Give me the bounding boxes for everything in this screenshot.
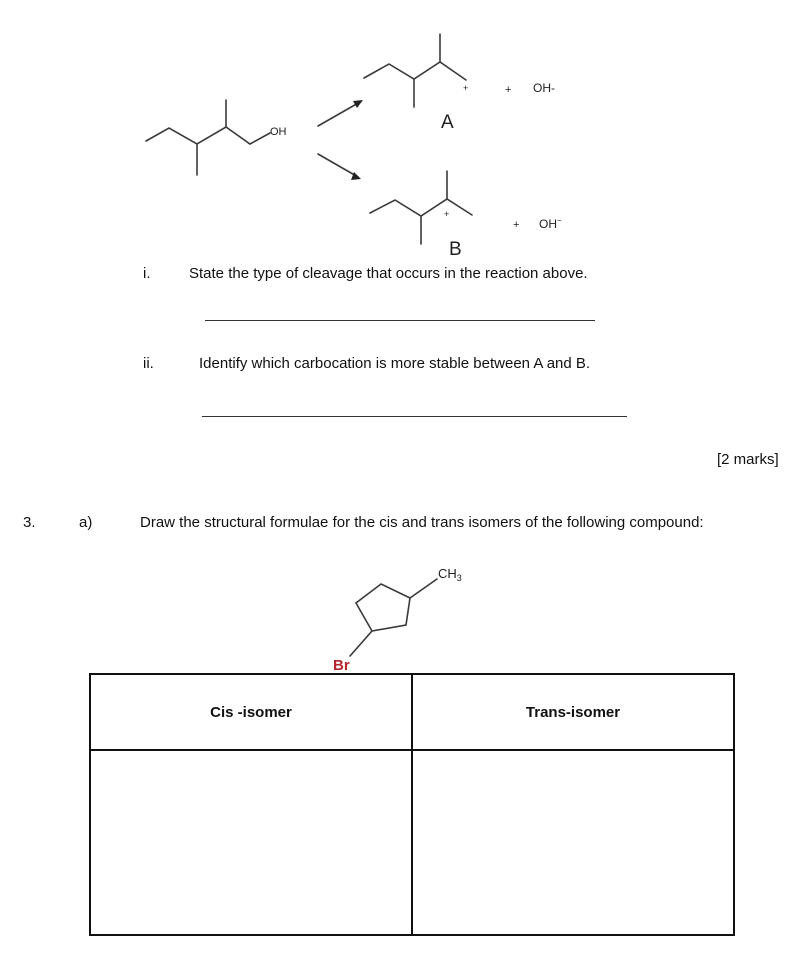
arrow-to-b — [318, 154, 358, 177]
ch3-bond — [410, 579, 437, 598]
answer-line-i[interactable] — [205, 320, 595, 321]
arrow-to-a — [318, 102, 360, 126]
trans-isomer-header: Trans-isomer — [412, 674, 734, 750]
alcohol-skeleton — [146, 127, 270, 144]
question-3-text: Draw the structural formulae for the cis and trans isomers of the following compound: — [140, 514, 704, 531]
br-bond — [350, 631, 372, 656]
label-a: A — [441, 112, 454, 133]
marks-label: [2 marks] — [717, 451, 779, 468]
ch3-label: $CH_3$ — [438, 566, 462, 583]
cis-isomer-answer-cell[interactable] — [90, 750, 412, 935]
cis-isomer-header: Cis -isomer — [90, 674, 412, 750]
label-b: B — [449, 239, 462, 260]
question-number-ii: ii. — [143, 355, 154, 372]
trans-isomer-answer-cell[interactable] — [412, 750, 734, 935]
carbocation-a-charge: + — [463, 83, 469, 93]
question-3-number: 3. — [23, 514, 36, 531]
answer-line-ii[interactable] — [202, 416, 627, 417]
isomer-table — [89, 673, 735, 936]
question-3-part: a) — [79, 514, 93, 531]
question-text-ii: Identify which carbocation is more stable between A and B. — [199, 355, 591, 372]
plus-sign-a: + — [505, 84, 512, 96]
hydroxide-b: OH− — [539, 216, 562, 231]
hydroxide-a: OH- — [533, 81, 555, 95]
cyclopentane-ring — [356, 584, 410, 631]
arrowhead-a — [353, 100, 363, 108]
carbocation-a-skeleton — [364, 62, 466, 80]
oh-label: OH — [270, 126, 287, 138]
br-label: Br — [333, 657, 350, 674]
carbocation-b-charge: + — [444, 209, 450, 219]
question-number-i: i. — [143, 265, 151, 282]
plus-sign-b: + — [513, 219, 520, 231]
carbocation-b-skeleton — [370, 199, 472, 216]
question-text-i: State the type of cleavage that occurs in the reaction above. — [189, 265, 588, 282]
